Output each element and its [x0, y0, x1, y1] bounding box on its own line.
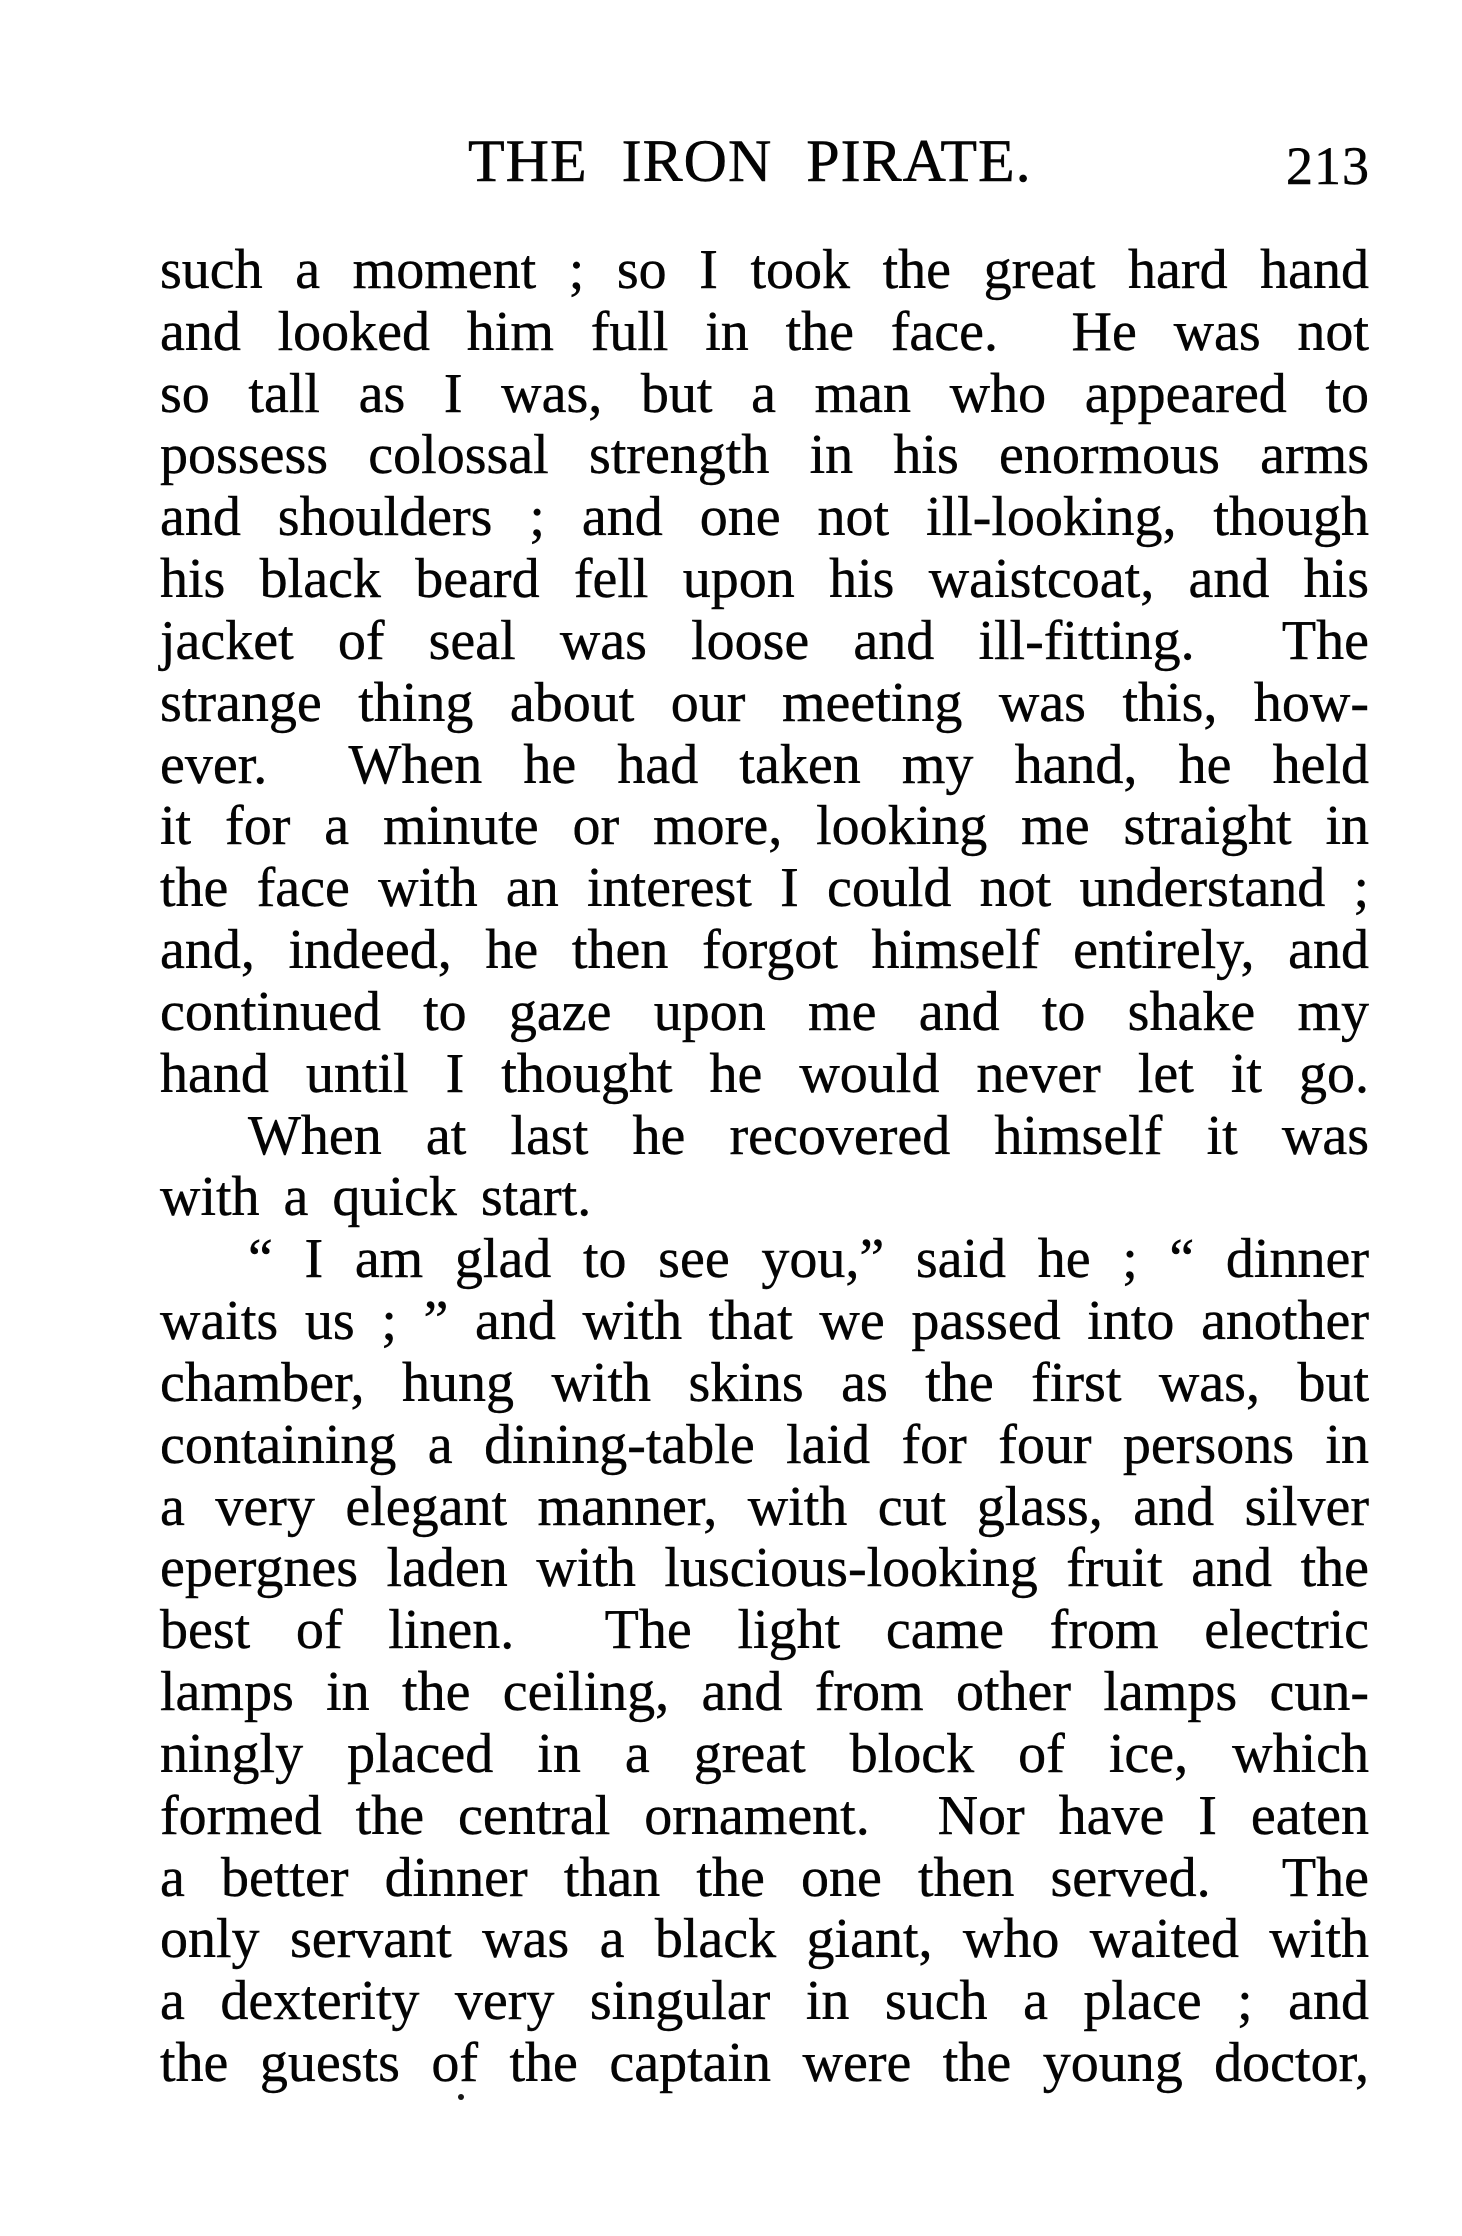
text-line: waits us ; ” and with that we passed into another	[160, 1290, 1369, 1353]
text-line: containing a dining-table laid for four persons in	[160, 1413, 1369, 1476]
text-line: such a moment ; so I took the great hard hand	[160, 239, 1369, 301]
text-line: ever. When he had taken my hand, he held	[160, 733, 1369, 796]
text-line: “ I am glad to see you,” said he ; “ dinner	[248, 1228, 1369, 1291]
page-body-text	[160, 240, 1369, 2095]
text-line: and, indeed, he then forgot himself entirely, and	[160, 919, 1369, 982]
text-line: lamps in the ceiling, and from other lamps cun-	[160, 1661, 1369, 1724]
text-line: only servant was a black giant, who waited with	[160, 1908, 1369, 1971]
text-line: so tall as I was, but a man who appeared to	[160, 362, 1369, 425]
text-line: ningly placed in a great block of ice, which	[160, 1722, 1369, 1785]
text-line: the face with an interest I could not understand ;	[160, 857, 1369, 920]
text-line: jacket of seal was loose and ill-fitting. The	[160, 609, 1369, 672]
text-line: his black beard fell upon his waistcoat, and his	[160, 548, 1369, 611]
text-line: and shoulders ; and one not ill-looking, though	[160, 486, 1369, 549]
text-line: strange thing about our meeting was this, how-	[160, 671, 1369, 734]
text-line: a very elegant manner, with cut glass, and silver	[160, 1475, 1369, 1538]
text-line: continued to gaze upon me and to shake my	[160, 980, 1369, 1043]
text-line: a dexterity very singular in such a place ; and	[160, 1970, 1369, 2033]
ink-speck	[458, 2094, 464, 2100]
text-line: with a quick start.	[160, 1166, 592, 1229]
text-line: chamber, hung with skins as the first was, but	[160, 1351, 1369, 1414]
text-line: it for a minute or more, looking me straight in	[160, 795, 1369, 858]
text-line: a better dinner than the one then served. The	[160, 1846, 1369, 1909]
running-head-title: THE IRON PIRATE.	[468, 128, 1032, 194]
text-line: the guests of the captain were the young doctor,	[160, 2032, 1369, 2095]
text-line: possess colossal strength in his enormous arms	[160, 424, 1369, 487]
text-line: When at last he recovered himself it was	[248, 1104, 1369, 1167]
page-number: 213	[1286, 136, 1370, 196]
text-line: and looked him full in the face. He was not	[160, 300, 1369, 363]
text-line: epergnes laden with luscious-looking fruit and the	[160, 1537, 1369, 1600]
text-line: best of linen. The light came from electric	[160, 1599, 1369, 1662]
running-head	[468, 128, 1032, 194]
text-line: hand until I thought he would never let it go.	[160, 1042, 1369, 1105]
text-line: formed the central ornament. Nor have I eaten	[160, 1784, 1369, 1847]
